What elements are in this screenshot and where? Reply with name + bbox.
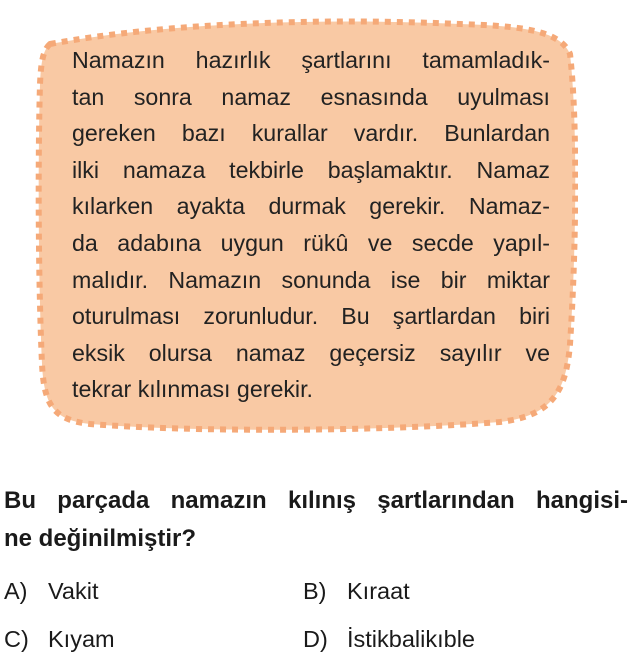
- option-d-letter: D): [303, 626, 328, 652]
- option-c[interactable]: [4, 624, 115, 654]
- option-a[interactable]: [4, 576, 99, 606]
- passage-line: tan sonra namaz esnasında uyulması: [72, 83, 550, 110]
- question-line-1: Bu parçada namazın kılınış şartlarından hangisi-: [4, 487, 628, 514]
- passage-line: gereken bazı kurallar vardır. Bunlardan: [72, 120, 550, 147]
- option-a-text: Vakit: [48, 578, 99, 604]
- option-b-letter: B): [303, 578, 327, 604]
- option-b[interactable]: [303, 576, 410, 606]
- option-a-letter: A): [4, 578, 28, 604]
- option-d-text: İstikbalikıble: [347, 626, 475, 652]
- passage-line: malıdır. Namazın sonunda ise bir miktar: [72, 266, 550, 293]
- passage-text: [72, 42, 550, 408]
- passage-line: oturulması zorunludur. Bu şartlardan biri: [72, 303, 550, 330]
- option-b-text: Kıraat: [347, 578, 410, 604]
- question-text: [4, 482, 628, 558]
- question-line-2: ne değinilmiştir?: [4, 525, 197, 552]
- passage-box: [30, 14, 578, 434]
- passage-line: ilki namaza tekbirle başlamaktır. Namaz: [72, 156, 550, 183]
- passage-line: Namazın hazırlık şartlarını tamamladık-: [72, 47, 550, 73]
- passage-line: tekrar kılınması gerekir.: [72, 376, 313, 403]
- passage-line: kılarken ayakta durmak gerekir. Namaz-: [72, 193, 550, 220]
- passage-line: da adabına uygun rükû ve secde yapıl-: [72, 229, 550, 256]
- passage-line: eksik olursa namaz geçersiz sayılır ve: [72, 339, 550, 366]
- option-d[interactable]: [303, 624, 475, 654]
- option-c-text: Kıyam: [48, 626, 115, 652]
- option-c-letter: C): [4, 626, 29, 652]
